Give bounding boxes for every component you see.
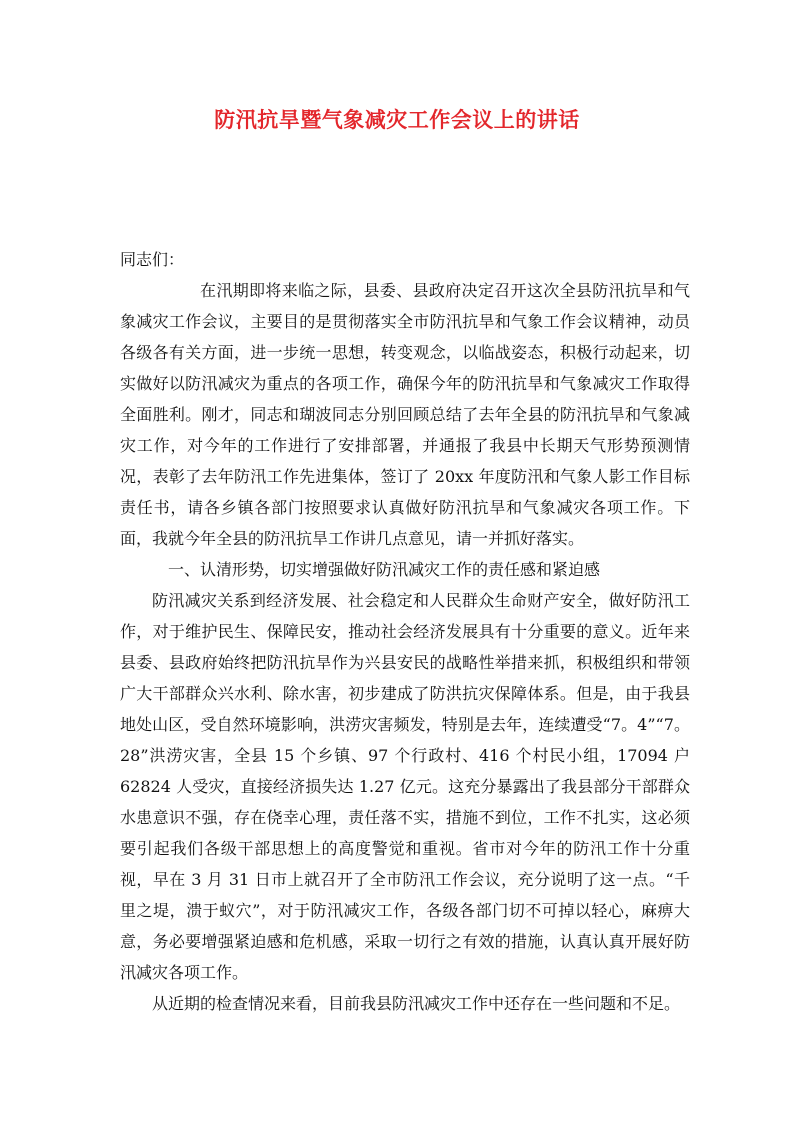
document-body — [120, 244, 690, 1019]
section-heading-1: 一、认清形势，切实增强做好防汛减灾工作的责任感和紧迫感 — [168, 560, 601, 579]
paragraph-situation: 防汛减灾关系到经济发展、社会稳定和人民群众生命财产安全，做好防汛工作，对于维护民生、保障民安，推动社会经济发展具有十分重要的意义。近年来县委、县政府始终把防汛抗旱作为兴县安民的战略性举措来抓，积极组织和带领广大干部群众兴水利、除水害，初步建成了防洪抗灾保障体系。但是，由于我县地处山区，受自然环境影响，洪涝灾害频发，特别是去年，连续遭受“7。4”“7。28”洪涝灾害，全县 15 个乡镇、97 个行政村、416 个村民小组，17094 户 62824 人受灾，直接经济损失达 1.27 亿元。这充分暴露出了我县部分干部群众水患意识不强，存在侥幸心理，责任落不实，措施不到位，工作不扎实，这必须要引起我们各级干部思想上的高度警觉和重视。省市对今年的防汛工作十分重视，早在 3 月 31 日市上就召开了全市防汛工作会议，充分说明了这一点。“千里之堤，溃于蚁穴”，对于防汛减灾工作，各级各部门切不可掉以轻心，麻痹大意，务必要增强紧迫感和危机感，采取一切行之有效的措施，认真认真开展好防汛减灾各项工作。 — [120, 591, 690, 982]
paragraph-problems: 从近期的检查情况来看，目前我县防汛减灾工作中还存在一些问题和不足。 — [152, 994, 681, 1013]
salutation: 同志们： — [120, 250, 185, 269]
document-title: 防汛抗旱暨气象减灾工作会议上的讲话 — [214, 107, 580, 132]
paragraph-opening: 在汛期即将来临之际，县委、县政府决定召开这次全县防汛抗旱和气象减灾工作会议，主要目的是贯彻落实全市防汛抗旱和气象工作会议精神，动员各级各有关方面，进一步统一思想，转变观念，以临战姿态，积极行动起来，切实做好以防汛减灾为重点的各项工作，确保今年的防汛抗旱和气象减灾工作取得全面胜利。刚才，同志和瑚波同志分别回顾总结了去年全县的防汛抗旱和气象减灾工作，对今年的工作进行了安排部署，并通报了我县中长期天气形势预测情况，表彰了去年防汛工作先进集体，签订了 20xx 年度防汛和气象人影工作目标责任书，请各乡镇各部门按照要求认真做好防汛抗旱和气象减灾各项工作。下面，我就今年全县的防汛抗旱工作讲几点意见，请一并抓好落实。 — [120, 281, 690, 548]
